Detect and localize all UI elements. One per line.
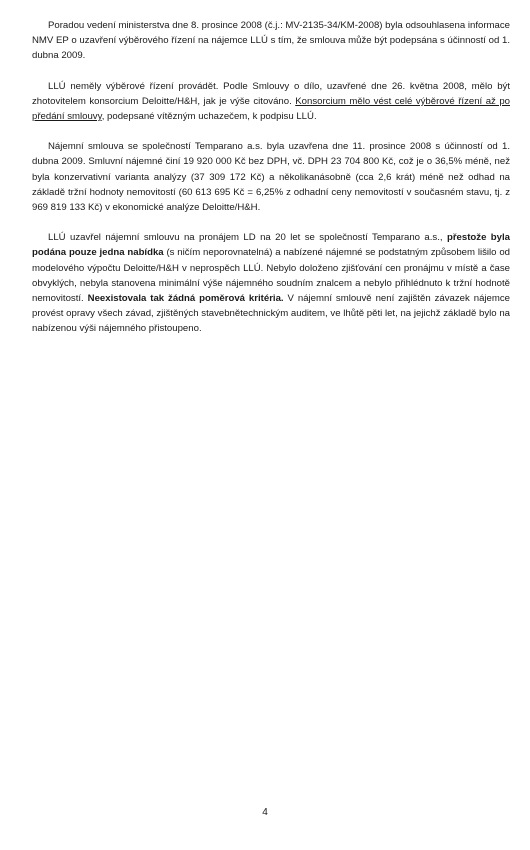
- text-segment: (s ničím neporovnatelná) a nabízené nájemné se podstatným způsobem lišilo od modelového výpočtu Deloitte/H&H v neprospěch LLÚ. Nebylo doloženo zjišťování cen pronájmu v místě a čase obvyklých, nebyla stanovena minimální výše nájemného soudním znalcem a nebylo přihlédnuto k tržní hodnotě nemovitostí.: [32, 247, 510, 305]
- paragraph-4: [32, 230, 510, 336]
- page-number: 4: [262, 807, 268, 818]
- text-segment: , podepsané vítězným uchazečem, k podpisu LLÚ.: [101, 111, 317, 123]
- paragraph-2: [32, 79, 510, 125]
- text-segment: LLÚ neměly výběrové řízení provádět. Podle Smlouvy o dílo, uzavřené dne 26. května 2008, mělo být zhotovitelem konsorcium Deloitte/H&H, jak je výše citováno.: [32, 80, 510, 107]
- text-segment: V nájemní smlouvě není zajištěn závazek nájemce provést opravy všech závad, zjištěných stavebnětechnickým auditem, ve lhůtě pěti let, na jejichž základě bylo na nabízenou výši nájemného přistoupeno.: [32, 293, 511, 335]
- text-segment: Nájemní smlouva se společností Temparano a.s. byla uzavřena dne 11. prosince 2008 s účinností od 1. dubna 2009. Smluvní nájemné činí 19 920 000 Kč bez DPH, vč. DPH 23 704 800 Kč, což je o 36,5% méně, než byla konzervativní varianta analýzy (37 309 172 Kč) a několikanásobně (cca 2,6 krát) méně než odhad na základě tržní hodnoty nemovitostí (60 613 695 Kč = 6,25% z odhadní ceny nemovitostí v současném stavu, tj. z 969 819 133 Kč) v ekonomické analýze Deloitte/H&H.: [32, 141, 510, 214]
- text-segment: Poradou vedení ministerstva dne 8. prosince 2008 (č.j.: MV-2135-34/KM-2008) byla odsouhlasena informace NMV EP o uzavření výběrového řízení na nájemce LLÚ s tím, že smlouva může být podepsána s účinností od 1. dubna 2009.: [32, 20, 510, 62]
- document-body: [32, 18, 510, 352]
- paragraph-1: [32, 18, 510, 64]
- paragraph-3: [32, 139, 510, 215]
- bold-text: přestože byla podána pouze jedna nabídka: [32, 232, 510, 259]
- text-segment: LLÚ uzavřel nájemní smlouvu na pronájem LD na 20 let se společností Temparano a.s.,: [48, 232, 447, 244]
- underlined-text: Konsorcium mělo vést celé výběrové řízení až po předání smlouvy: [32, 95, 510, 123]
- bold-text: Neexistovala tak žádná poměrová kritéria.: [87, 293, 284, 305]
